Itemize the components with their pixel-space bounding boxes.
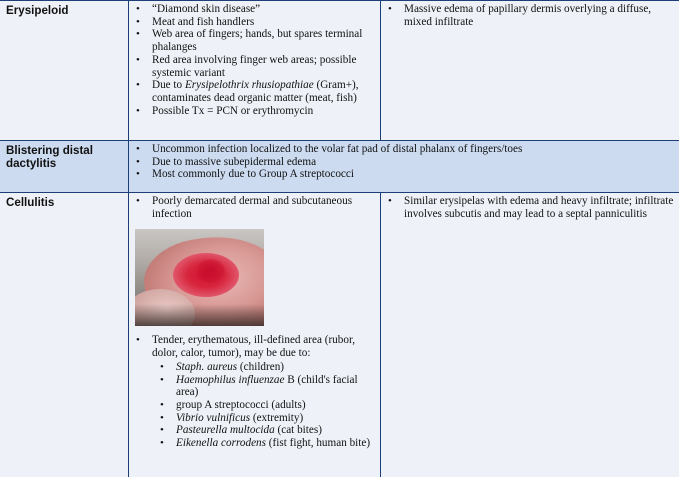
bullet-item: • Possible Tx = PCN or erythromycin	[135, 105, 376, 118]
bullet-item: • Similar erysipelas with edema and heavy infiltrate; infiltrate involves subcutis and may lead to a septal panniculitis	[387, 195, 675, 220]
row-label: Cellulitis	[6, 196, 55, 209]
cause-item: • Eikenella corrodens (fist fight, human bite)	[159, 437, 376, 450]
table-row-blistering-distal-dactylitis	[0, 141, 679, 193]
cause-item: • Staph. aureus (children)	[159, 361, 376, 374]
table-row-cellulitis	[0, 193, 679, 477]
cause-list	[152, 361, 376, 450]
bullet-item: • Uncommon infection localized to the volar fat pad of distal phalanx of fingers/toes	[135, 143, 675, 156]
cause-item: • Pasteurella multocida (cat bites)	[159, 424, 376, 437]
bullet-item: • Tender, erythematous, ill-defined area (rubor, dolor, calor, tumor), may be due to: • Staph. aureus (children) • Haemophilus influenzae B (child's facial area) • group A streptococci (adults) • Vibrio vulnificus (extremity) • Pasteurella multocida (cat bites) • Eikenella corrodens (fist fight, human bite)	[135, 334, 376, 449]
clinical-bullet-list-2	[129, 334, 380, 449]
bullet-item: • “Diamond skin disease”	[135, 3, 376, 16]
bullet-item: • Due to Erysipelothrix rhusiopathiae (Gram+), contaminates dead organic matter (meat, fish)	[135, 79, 376, 104]
histology-cell	[380, 1, 679, 140]
cellulitis-photo	[135, 229, 264, 326]
cause-item: • Haemophilus influenzae B (child's facial area)	[159, 374, 376, 399]
row-label: Erysipeloid	[6, 4, 69, 17]
histology-bullet-list	[381, 1, 679, 28]
histology-bullet-list	[381, 193, 679, 220]
bullet-item: • Due to massive subepidermal edema	[135, 156, 675, 169]
bullet-item: • Most commonly due to Group A streptococci	[135, 168, 675, 181]
clinical-bullet-list	[129, 141, 679, 181]
bullet-item: • Poorly demarcated dermal and subcutaneous infection	[135, 195, 376, 220]
clinical-bullet-list	[129, 1, 380, 117]
bullet-item: • Web area of fingers; hands, but spares terminal phalanges	[135, 28, 376, 53]
clinical-cell	[128, 193, 380, 477]
table-row-erysipeloid	[0, 1, 679, 141]
cause-item: • group A streptococci (adults)	[159, 399, 376, 412]
clinical-cell	[128, 1, 380, 140]
clinical-bullet-list	[129, 193, 380, 220]
clinical-cell	[128, 141, 679, 192]
organism-name: Erysipelothrix rhusiopathiae	[184, 79, 314, 92]
bullet-item: • Meat and fish handlers	[135, 16, 376, 29]
histology-cell	[380, 193, 679, 477]
cause-item: • Vibrio vulnificus (extremity)	[159, 412, 376, 425]
figure	[129, 220, 380, 334]
row-label: Blistering distal dactylitis	[6, 144, 93, 170]
bullet-item: • Massive edema of papillary dermis overlying a diffuse, mixed infiltrate	[387, 3, 675, 28]
bullet-item: • Red area involving finger web areas; possible systemic variant	[135, 54, 376, 79]
